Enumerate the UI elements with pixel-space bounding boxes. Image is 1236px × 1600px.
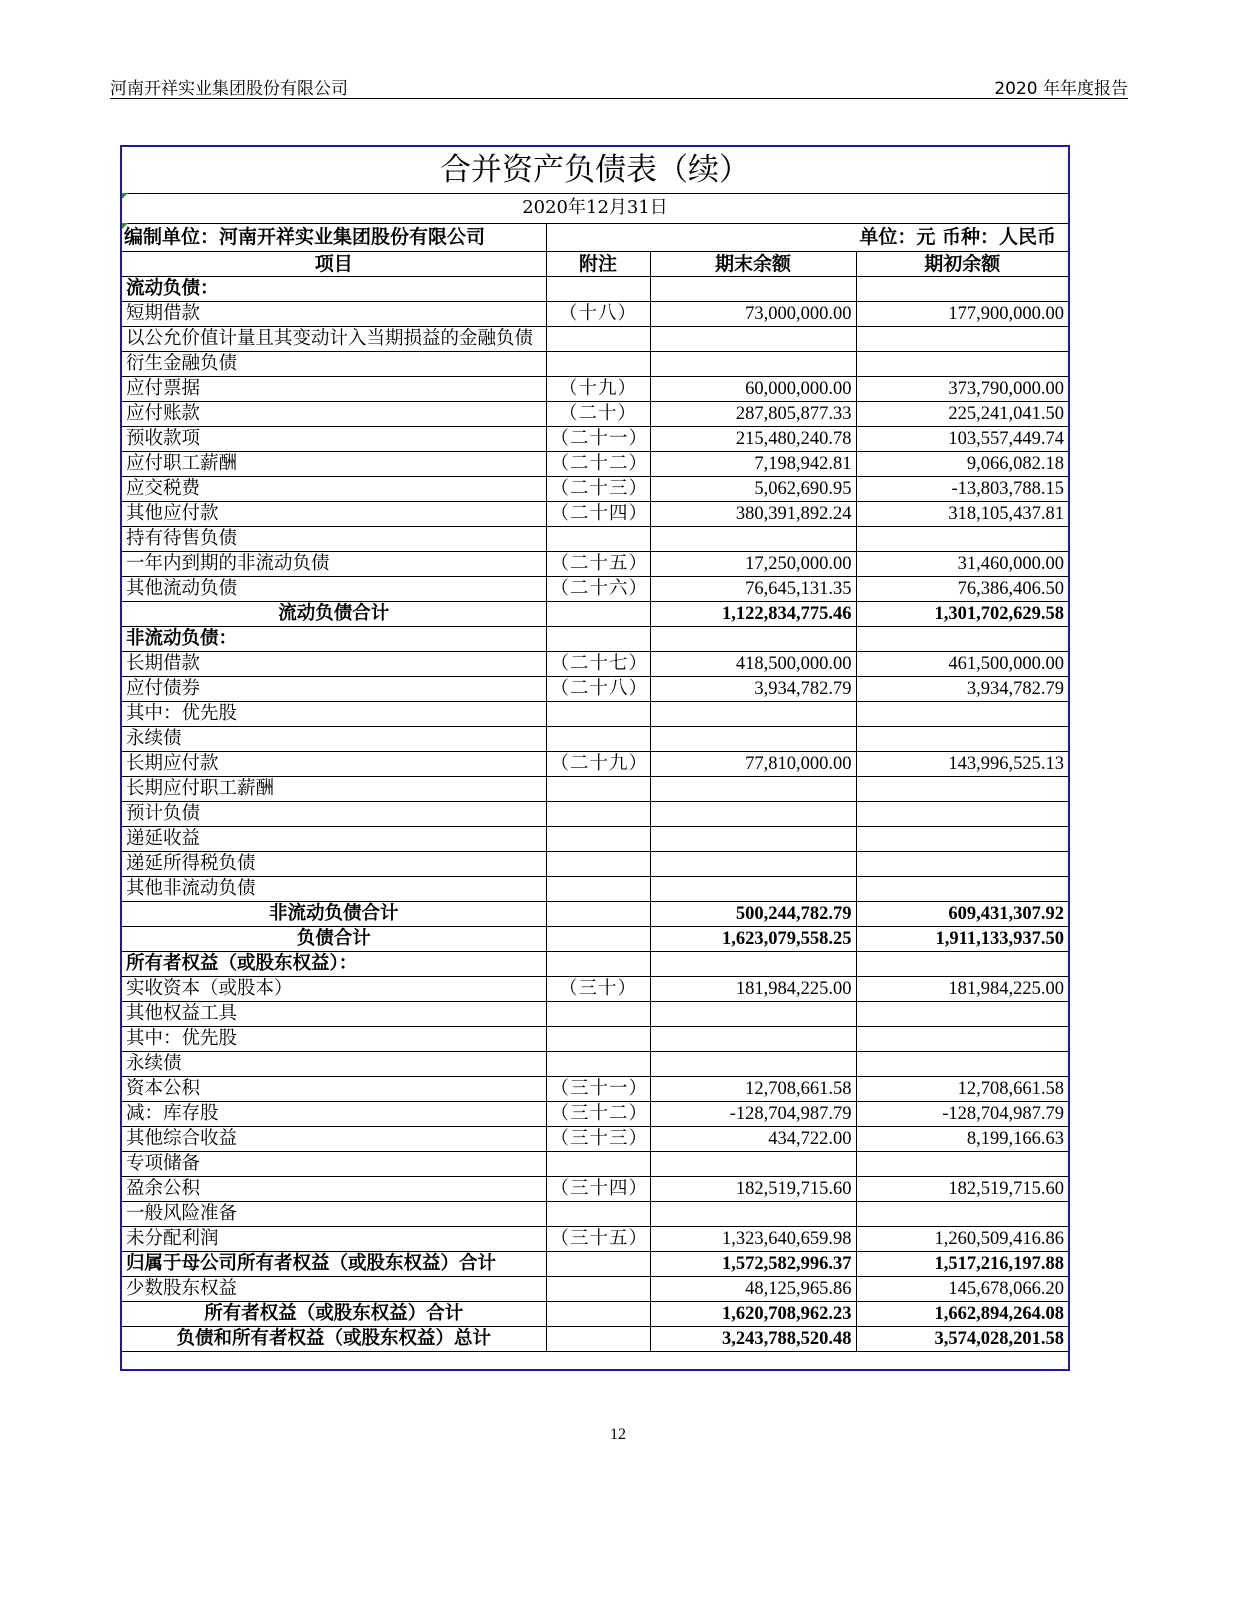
table-row [122,802,1068,827]
row-opening-balance [856,627,1068,652]
row-ending-balance [650,1202,856,1227]
row-note-ref [546,277,650,302]
row-opening-balance: 177,900,000.00 [856,302,1068,327]
row-note-ref [546,602,650,627]
table-row [122,1177,1068,1202]
row-opening-balance [856,277,1068,302]
compiler-label: 编制单位：河南开祥实业集团股份有限公司 [124,226,486,248]
row-ending-balance: 287,805,877.33 [650,402,856,427]
row-item-label: 少数股东权益 [122,1277,546,1302]
table-row [122,877,1068,902]
unit-bar [122,223,1068,252]
row-ending-balance [650,527,856,552]
row-ending-balance [650,1027,856,1052]
row-note-ref [546,1302,650,1327]
currency-unit-label: 单位：元 币种：人民币 [859,226,1056,248]
row-note-ref: （二十三） [546,477,650,502]
row-item-label: 永续债 [122,1052,546,1077]
table-row [122,852,1068,877]
row-note-ref [546,1152,650,1177]
table-row [122,652,1068,677]
row-note-ref [546,1052,650,1077]
row-opening-balance [856,327,1068,352]
row-note-ref [546,902,650,927]
row-opening-balance: 143,996,525.13 [856,752,1068,777]
row-opening-balance: 1,301,702,629.58 [856,602,1068,627]
row-ending-balance [650,877,856,902]
row-ending-balance [650,827,856,852]
row-opening-balance: 3,574,028,201.58 [856,1327,1068,1352]
table-row [122,352,1068,377]
row-note-ref [546,1027,650,1052]
row-item-label: 递延收益 [122,827,546,852]
row-note-ref [546,727,650,752]
row-note-ref [546,802,650,827]
row-note-ref [546,877,650,902]
row-item-label: 应付票据 [122,377,546,402]
row-ending-balance [650,952,856,977]
page-number: 12 [610,1426,626,1443]
sheet-title: 合并资产负债表（续） [122,147,1068,194]
row-note-ref: （二十六） [546,577,650,602]
row-note-ref [546,827,650,852]
row-opening-balance [856,527,1068,552]
row-item-label: 负债合计 [122,927,546,952]
row-item-label: 未分配利润 [122,1227,546,1252]
row-ending-balance: 17,250,000.00 [650,552,856,577]
table-row [122,1002,1068,1027]
row-item-label: 应付账款 [122,402,546,427]
row-ending-balance [650,627,856,652]
table-row [122,1052,1068,1077]
row-note-ref: （十八） [546,302,650,327]
row-ending-balance [650,1152,856,1177]
table-row [122,677,1068,702]
table-row [122,1302,1068,1327]
row-note-ref: （三十四） [546,1177,650,1202]
table-row [122,927,1068,952]
column-header-ending-balance: 期末余额 [650,251,856,277]
row-opening-balance: -13,803,788.15 [856,477,1068,502]
row-note-ref [546,702,650,727]
row-note-ref [546,327,650,352]
row-item-label: 实收资本（或股本） [122,977,546,1002]
row-ending-balance: 380,391,892.24 [650,502,856,527]
row-item-label: 以公允价值计量且其变动计入当期损益的金融负债 [122,327,546,352]
row-ending-balance: 76,645,131.35 [650,577,856,602]
table-row [122,477,1068,502]
row-ending-balance [650,1052,856,1077]
row-opening-balance: 182,519,715.60 [856,1177,1068,1202]
row-item-label: 长期应付职工薪酬 [122,777,546,802]
table-row [122,277,1068,302]
row-item-label: 盈余公积 [122,1177,546,1202]
table-row [122,902,1068,927]
column-header-note: 附注 [546,251,650,277]
row-item-label: 应付债券 [122,677,546,702]
row-ending-balance [650,702,856,727]
row-opening-balance [856,1002,1068,1027]
table-row [122,727,1068,752]
row-note-ref: （二十七） [546,652,650,677]
row-ending-balance: 181,984,225.00 [650,977,856,1002]
row-opening-balance: 373,790,000.00 [856,377,1068,402]
row-ending-balance: 434,722.00 [650,1127,856,1152]
row-note-ref [546,527,650,552]
row-item-label: 其他流动负债 [122,577,546,602]
row-item-label: 其他权益工具 [122,1002,546,1027]
row-ending-balance: 1,323,640,659.98 [650,1227,856,1252]
row-ending-balance: 1,572,582,996.37 [650,1252,856,1277]
row-opening-balance: 31,460,000.00 [856,552,1068,577]
row-ending-balance [650,277,856,302]
company-name: 河南开祥实业集团股份有限公司 [110,79,348,99]
row-note-ref [546,927,650,952]
page-header [110,72,1128,99]
row-item-label: 减：库存股 [122,1102,546,1127]
table-row [122,752,1068,777]
row-item-label: 长期应付款 [122,752,546,777]
row-ending-balance: 1,620,708,962.23 [650,1302,856,1327]
row-ending-balance [650,777,856,802]
row-item-label: 持有待售负债 [122,527,546,552]
row-opening-balance: 145,678,066.20 [856,1277,1068,1302]
row-ending-balance: 48,125,965.86 [650,1277,856,1302]
row-opening-balance [856,1027,1068,1052]
table-row [122,602,1068,627]
row-note-ref: （三十二） [546,1102,650,1127]
row-ending-balance: 215,480,240.78 [650,427,856,452]
column-divider [546,223,547,251]
row-note-ref [546,1252,650,1277]
row-ending-balance [650,852,856,877]
row-note-ref: （三十一） [546,1077,650,1102]
row-item-label: 预计负债 [122,802,546,827]
row-ending-balance [650,802,856,827]
row-ending-balance: 7,198,942.81 [650,452,856,477]
row-opening-balance [856,1152,1068,1177]
table-row [122,1327,1068,1352]
row-note-ref: （十九） [546,377,650,402]
row-opening-balance: 181,984,225.00 [856,977,1068,1002]
row-note-ref [546,627,650,652]
table-row [122,527,1068,552]
row-ending-balance: 418,500,000.00 [650,652,856,677]
row-note-ref: （二十一） [546,427,650,452]
row-note-ref [546,352,650,377]
row-item-label: 流动负债： [122,277,546,302]
row-item-label: 衍生金融负债 [122,352,546,377]
row-opening-balance: 8,199,166.63 [856,1127,1068,1152]
row-ending-balance [650,327,856,352]
row-opening-balance [856,802,1068,827]
row-item-label: 短期借款 [122,302,546,327]
table-row [122,1252,1068,1277]
row-ending-balance: -128,704,987.79 [650,1102,856,1127]
column-header-item: 项目 [122,251,546,277]
table-row [122,502,1068,527]
row-item-label: 预收款项 [122,427,546,452]
row-item-label: 负债和所有者权益（或股东权益）总计 [122,1327,546,1352]
report-title: 2020 年年度报告 [994,79,1128,99]
row-note-ref [546,1002,650,1027]
row-ending-balance: 60,000,000.00 [650,377,856,402]
table-row [122,827,1068,852]
row-opening-balance: 1,517,216,197.88 [856,1252,1068,1277]
row-opening-balance [856,777,1068,802]
table-row [122,302,1068,327]
table-row [122,952,1068,977]
table-row [122,377,1068,402]
table-row [122,1027,1068,1052]
row-ending-balance: 3,934,782.79 [650,677,856,702]
row-item-label: 其他综合收益 [122,1127,546,1152]
row-opening-balance: 225,241,041.50 [856,402,1068,427]
table-row [122,702,1068,727]
row-note-ref: （三十） [546,977,650,1002]
balance-sheet [120,145,1070,1371]
table-row [122,1077,1068,1102]
row-item-label: 其他非流动负债 [122,877,546,902]
row-ending-balance: 12,708,661.58 [650,1077,856,1102]
row-opening-balance: 318,105,437.81 [856,502,1068,527]
row-item-label: 递延所得税负债 [122,852,546,877]
row-note-ref [546,952,650,977]
row-note-ref [546,777,650,802]
row-ending-balance [650,352,856,377]
row-note-ref: （二十二） [546,452,650,477]
row-item-label: 归属于母公司所有者权益（或股东权益）合计 [122,1252,546,1277]
row-opening-balance: 76,386,406.50 [856,577,1068,602]
table-row [122,627,1068,652]
row-item-label: 所有者权益（或股东权益）： [122,952,546,977]
row-note-ref [546,1327,650,1352]
table-row [122,977,1068,1002]
row-opening-balance: 1,260,509,416.86 [856,1227,1068,1252]
row-ending-balance [650,727,856,752]
row-opening-balance [856,352,1068,377]
row-ending-balance: 182,519,715.60 [650,1177,856,1202]
row-opening-balance: 103,557,449.74 [856,427,1068,452]
table-row [122,1127,1068,1152]
row-opening-balance [856,1052,1068,1077]
row-item-label: 非流动负债： [122,627,546,652]
row-opening-balance [856,952,1068,977]
row-opening-balance: 1,662,894,264.08 [856,1302,1068,1327]
column-header-opening-balance: 期初余额 [856,251,1068,277]
row-note-ref [546,1202,650,1227]
row-item-label: 一般风险准备 [122,1202,546,1227]
row-opening-balance: 9,066,082.18 [856,452,1068,477]
table-row [122,1102,1068,1127]
row-opening-balance: 3,934,782.79 [856,677,1068,702]
table-row [122,1202,1068,1227]
row-ending-balance: 3,243,788,520.48 [650,1327,856,1352]
table-row [122,427,1068,452]
row-item-label: 所有者权益（或股东权益）合计 [122,1302,546,1327]
row-ending-balance [650,1002,856,1027]
row-item-label: 应付职工薪酬 [122,452,546,477]
row-item-label: 永续债 [122,727,546,752]
report-date: 2020年12月31日 [122,193,1068,224]
row-item-label: 应交税费 [122,477,546,502]
table-row [122,402,1068,427]
row-item-label: 一年内到期的非流动负债 [122,552,546,577]
row-item-label: 其中：优先股 [122,1027,546,1052]
row-opening-balance [856,1202,1068,1227]
table-row [122,552,1068,577]
row-note-ref: （三十五） [546,1227,650,1252]
row-ending-balance: 77,810,000.00 [650,752,856,777]
row-item-label: 非流动负债合计 [122,902,546,927]
table-row [122,1227,1068,1252]
row-item-label: 流动负债合计 [122,602,546,627]
row-opening-balance [856,727,1068,752]
row-opening-balance: 461,500,000.00 [856,652,1068,677]
row-ending-balance: 5,062,690.95 [650,477,856,502]
row-ending-balance: 500,244,782.79 [650,902,856,927]
row-ending-balance: 73,000,000.00 [650,302,856,327]
table-row [122,577,1068,602]
table-body [122,277,1068,1352]
row-ending-balance: 1,623,079,558.25 [650,927,856,952]
table-header-row [122,251,1068,277]
row-opening-balance: 609,431,307.92 [856,902,1068,927]
table-row [122,1152,1068,1177]
row-note-ref [546,852,650,877]
row-item-label: 长期借款 [122,652,546,677]
row-note-ref: （二十） [546,402,650,427]
row-note-ref: （二十四） [546,502,650,527]
row-note-ref: （二十八） [546,677,650,702]
row-item-label: 其中：优先股 [122,702,546,727]
balance-sheet-table [122,251,1068,1352]
row-opening-balance [856,827,1068,852]
row-opening-balance [856,852,1068,877]
row-ending-balance: 1,122,834,775.46 [650,602,856,627]
row-opening-balance [856,702,1068,727]
row-note-ref: （二十五） [546,552,650,577]
table-row [122,452,1068,477]
row-note-ref [546,1277,650,1302]
row-item-label: 专项储备 [122,1152,546,1177]
row-opening-balance: 12,708,661.58 [856,1077,1068,1102]
row-opening-balance: -128,704,987.79 [856,1102,1068,1127]
row-note-ref: （二十九） [546,752,650,777]
row-note-ref: （三十三） [546,1127,650,1152]
row-opening-balance: 1,911,133,937.50 [856,927,1068,952]
table-row [122,1277,1068,1302]
row-opening-balance [856,877,1068,902]
table-row [122,327,1068,352]
row-item-label: 其他应付款 [122,502,546,527]
table-row [122,777,1068,802]
row-item-label: 资本公积 [122,1077,546,1102]
